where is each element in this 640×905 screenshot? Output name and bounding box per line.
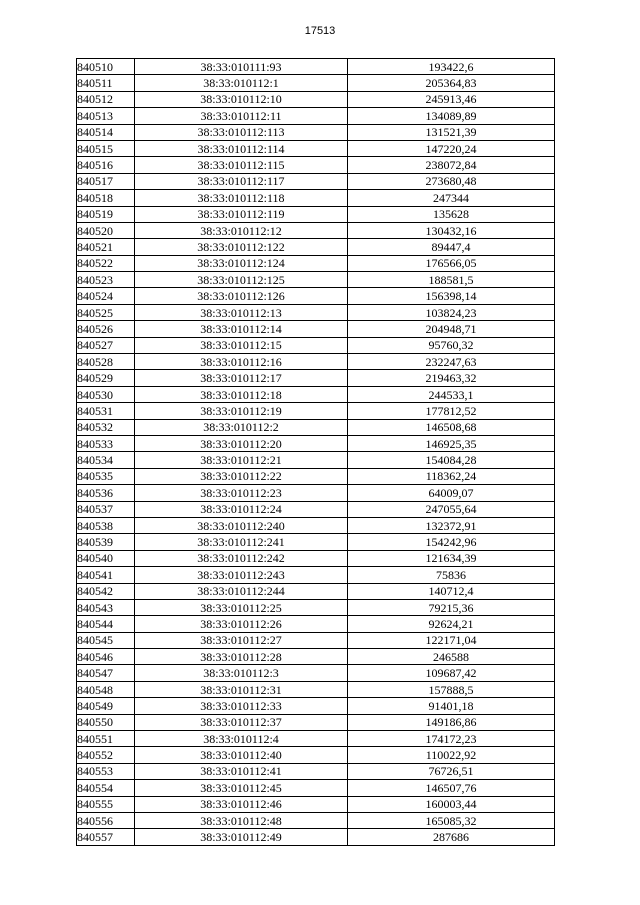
- table-row: [77, 173, 555, 189]
- cadastral-value-cell: 95760,32: [348, 337, 555, 353]
- cadastral-value-cell: 160003,44: [348, 796, 555, 812]
- cadastral-number-cell: 38:33:010112:113: [135, 124, 348, 140]
- cadastral-value-cell: 146925,35: [348, 435, 555, 451]
- page-number: 17513: [304, 25, 336, 37]
- cadastral-number-cell: 38:33:010112:3: [135, 665, 348, 681]
- row-number-cell: 840524: [77, 288, 135, 304]
- row-number-cell: 840521: [77, 239, 135, 255]
- cadastral-value-cell: 146507,76: [348, 780, 555, 796]
- cadastral-number-cell: 38:33:010112:28: [135, 649, 348, 665]
- cadastral-value-cell: 131521,39: [348, 124, 555, 140]
- table-row: [77, 468, 555, 484]
- table-row: [77, 140, 555, 156]
- row-number-cell: 840551: [77, 731, 135, 747]
- cadastral-number-cell: 38:33:010112:25: [135, 599, 348, 615]
- cadastral-value-cell: 273680,48: [348, 173, 555, 189]
- table-row: [77, 124, 555, 140]
- table-row: [77, 665, 555, 681]
- row-number-cell: 840546: [77, 649, 135, 665]
- row-number-cell: 840550: [77, 714, 135, 730]
- cadastral-value-cell: 204948,71: [348, 321, 555, 337]
- cadastral-number-cell: 38:33:010112:45: [135, 780, 348, 796]
- cadastral-number-cell: 38:33:010112:4: [135, 731, 348, 747]
- cadastral-number-cell: 38:33:010112:114: [135, 140, 348, 156]
- row-number-cell: 840511: [77, 75, 135, 91]
- row-number-cell: 840554: [77, 780, 135, 796]
- table-row: [77, 75, 555, 91]
- table-row: [77, 567, 555, 583]
- row-number-cell: 840520: [77, 222, 135, 238]
- table-row: [77, 239, 555, 255]
- table-row: [77, 763, 555, 779]
- cadastral-value-cell: 89447,4: [348, 239, 555, 255]
- table-row: [77, 272, 555, 288]
- cadastral-value-cell: 176566,05: [348, 255, 555, 271]
- cadastral-value-cell: 130432,16: [348, 222, 555, 238]
- cadastral-number-cell: 38:33:010112:15: [135, 337, 348, 353]
- cadastral-value-cell: 177812,52: [348, 403, 555, 419]
- table-row: [77, 714, 555, 730]
- row-number-cell: 840536: [77, 485, 135, 501]
- row-number-cell: 840544: [77, 616, 135, 632]
- cadastral-number-cell: 38:33:010112:126: [135, 288, 348, 304]
- cadastral-number-cell: 38:33:010112:18: [135, 386, 348, 402]
- row-number-cell: 840547: [77, 665, 135, 681]
- cadastral-number-cell: 38:33:010112:48: [135, 812, 348, 828]
- row-number-cell: 840530: [77, 386, 135, 402]
- cadastral-value-cell: 188581,5: [348, 272, 555, 288]
- cadastral-number-cell: 38:33:010112:124: [135, 255, 348, 271]
- table-row: [77, 370, 555, 386]
- row-number-cell: 840526: [77, 321, 135, 337]
- row-number-cell: 840552: [77, 747, 135, 763]
- table-row: [77, 419, 555, 435]
- row-number-cell: 840518: [77, 190, 135, 206]
- row-number-cell: 840541: [77, 567, 135, 583]
- row-number-cell: 840555: [77, 796, 135, 812]
- table-row: [77, 616, 555, 632]
- table-row: [77, 534, 555, 550]
- cadastral-number-cell: 38:33:010112:33: [135, 698, 348, 714]
- cadastral-value-cell: 135628: [348, 206, 555, 222]
- row-number-cell: 840512: [77, 91, 135, 107]
- cadastral-value-cell: 245913,46: [348, 91, 555, 107]
- cadastral-number-cell: 38:33:010112:16: [135, 354, 348, 370]
- row-number-cell: 840557: [77, 829, 135, 845]
- cadastral-value-cell: 121634,39: [348, 550, 555, 566]
- table-body: [77, 59, 555, 846]
- cadastral-number-cell: 38:33:010112:20: [135, 435, 348, 451]
- cadastral-number-cell: 38:33:010112:119: [135, 206, 348, 222]
- cadastral-number-cell: 38:33:010112:31: [135, 681, 348, 697]
- cadastral-number-cell: 38:33:010112:242: [135, 550, 348, 566]
- cadastral-number-cell: 38:33:010112:11: [135, 108, 348, 124]
- cadastral-value-cell: 193422,6: [348, 59, 555, 75]
- cadastral-value-cell: 232247,63: [348, 354, 555, 370]
- cadastral-value-cell: 92624,21: [348, 616, 555, 632]
- row-number-cell: 840522: [77, 255, 135, 271]
- table-row: [77, 321, 555, 337]
- cadastral-value-cell: 157888,5: [348, 681, 555, 697]
- table-row: [77, 681, 555, 697]
- cadastral-number-cell: 38:33:010112:118: [135, 190, 348, 206]
- cadastral-value-cell: 244533,1: [348, 386, 555, 402]
- row-number-cell: 840528: [77, 354, 135, 370]
- cadastral-value-cell: 140712,4: [348, 583, 555, 599]
- cadastral-value-cell: 109687,42: [348, 665, 555, 681]
- table-row: [77, 583, 555, 599]
- table-row: [77, 435, 555, 451]
- cadastral-value-cell: 147220,24: [348, 140, 555, 156]
- row-number-cell: 840519: [77, 206, 135, 222]
- cadastral-value-cell: 154084,28: [348, 452, 555, 468]
- row-number-cell: 840539: [77, 534, 135, 550]
- row-number-cell: 840529: [77, 370, 135, 386]
- row-number-cell: 840515: [77, 140, 135, 156]
- cadastral-value-cell: 79215,36: [348, 599, 555, 615]
- row-number-cell: 840523: [77, 272, 135, 288]
- row-number-cell: 840548: [77, 681, 135, 697]
- row-number-cell: 840516: [77, 157, 135, 173]
- table-row: [77, 288, 555, 304]
- table-row: [77, 812, 555, 828]
- cadastral-value-cell: 154242,96: [348, 534, 555, 550]
- row-number-cell: 840531: [77, 403, 135, 419]
- table-row: [77, 501, 555, 517]
- cadastral-value-cell: 64009,07: [348, 485, 555, 501]
- table-row: [77, 255, 555, 271]
- row-number-cell: 840525: [77, 304, 135, 320]
- row-number-cell: 840527: [77, 337, 135, 353]
- cadastral-value-cell: 132372,91: [348, 517, 555, 533]
- cadastral-number-cell: 38:33:010112:10: [135, 91, 348, 107]
- table-row: [77, 452, 555, 468]
- row-number-cell: 840533: [77, 435, 135, 451]
- row-number-cell: 840556: [77, 812, 135, 828]
- cadastral-value-cell: 205364,83: [348, 75, 555, 91]
- cadastral-number-cell: 38:33:010112:19: [135, 403, 348, 419]
- cadastral-number-cell: 38:33:010112:12: [135, 222, 348, 238]
- table-row: [77, 796, 555, 812]
- table-row: [77, 632, 555, 648]
- table-row: [77, 780, 555, 796]
- cadastral-number-cell: 38:33:010112:2: [135, 419, 348, 435]
- cadastral-number-cell: 38:33:010112:243: [135, 567, 348, 583]
- cadastral-value-cell: 246588: [348, 649, 555, 665]
- cadastral-number-cell: 38:33:010112:125: [135, 272, 348, 288]
- table-row: [77, 698, 555, 714]
- row-number-cell: 840513: [77, 108, 135, 124]
- cadastral-number-cell: 38:33:010112:240: [135, 517, 348, 533]
- cadastral-number-cell: 38:33:010112:241: [135, 534, 348, 550]
- cadastral-number-cell: 38:33:010112:27: [135, 632, 348, 648]
- table-row: [77, 108, 555, 124]
- cadastral-number-cell: 38:33:010112:21: [135, 452, 348, 468]
- cadastral-number-cell: 38:33:010112:49: [135, 829, 348, 845]
- cadastral-number-cell: 38:33:010112:117: [135, 173, 348, 189]
- cadastral-number-cell: 38:33:010112:22: [135, 468, 348, 484]
- row-number-cell: 840532: [77, 419, 135, 435]
- cadastral-number-cell: 38:33:010112:23: [135, 485, 348, 501]
- table-row: [77, 206, 555, 222]
- table-row: [77, 222, 555, 238]
- cadastral-value-cell: 247344: [348, 190, 555, 206]
- cadastral-number-cell: 38:33:010112:244: [135, 583, 348, 599]
- cadastral-number-cell: 38:33:010112:46: [135, 796, 348, 812]
- table-row: [77, 731, 555, 747]
- row-number-cell: 840510: [77, 59, 135, 75]
- row-number-cell: 840553: [77, 763, 135, 779]
- table-row: [77, 337, 555, 353]
- cadastral-value-cell: 91401,18: [348, 698, 555, 714]
- cadastral-number-cell: 38:33:010112:41: [135, 763, 348, 779]
- cadastral-value-cell: 146508,68: [348, 419, 555, 435]
- table-row: [77, 485, 555, 501]
- cadastral-value-cell: 165085,32: [348, 812, 555, 828]
- cadastral-number-cell: 38:33:010112:13: [135, 304, 348, 320]
- cadastral-value-cell: 247055,64: [348, 501, 555, 517]
- row-number-cell: 840545: [77, 632, 135, 648]
- cadastral-number-cell: 38:33:010111:93: [135, 59, 348, 75]
- cadastral-value-cell: 238072,84: [348, 157, 555, 173]
- cadastral-number-cell: 38:33:010112:37: [135, 714, 348, 730]
- cadastral-value-cell: 219463,32: [348, 370, 555, 386]
- cadastral-value-cell: 174172,23: [348, 731, 555, 747]
- table-row: [77, 829, 555, 845]
- table-row: [77, 354, 555, 370]
- cadastral-number-cell: 38:33:010112:1: [135, 75, 348, 91]
- cadastral-value-cell: 76726,51: [348, 763, 555, 779]
- table-row: [77, 157, 555, 173]
- row-number-cell: 840549: [77, 698, 135, 714]
- table-row: [77, 517, 555, 533]
- cadastral-number-cell: 38:33:010112:24: [135, 501, 348, 517]
- cadastral-value-cell: 122171,04: [348, 632, 555, 648]
- table-row: [77, 649, 555, 665]
- row-number-cell: 840514: [77, 124, 135, 140]
- cadastral-value-cell: 75836: [348, 567, 555, 583]
- cadastral-number-cell: 38:33:010112:14: [135, 321, 348, 337]
- cadastral-number-cell: 38:33:010112:115: [135, 157, 348, 173]
- row-number-cell: 840538: [77, 517, 135, 533]
- cadastral-value-cell: 134089,89: [348, 108, 555, 124]
- cadastral-value-cell: 156398,14: [348, 288, 555, 304]
- table-row: [77, 190, 555, 206]
- table-row: [77, 91, 555, 107]
- row-number-cell: 840543: [77, 599, 135, 615]
- row-number-cell: 840542: [77, 583, 135, 599]
- cadastral-number-cell: 38:33:010112:26: [135, 616, 348, 632]
- table-row: [77, 550, 555, 566]
- cadastral-number-cell: 38:33:010112:122: [135, 239, 348, 255]
- cadastral-value-cell: 149186,86: [348, 714, 555, 730]
- table-row: [77, 403, 555, 419]
- table-row: [77, 747, 555, 763]
- row-number-cell: 840537: [77, 501, 135, 517]
- cadastral-value-cell: 287686: [348, 829, 555, 845]
- cadastral-value-cell: 110022,92: [348, 747, 555, 763]
- table-row: [77, 304, 555, 320]
- table-row: [77, 599, 555, 615]
- cadastral-value-cell: 103824,23: [348, 304, 555, 320]
- row-number-cell: 840534: [77, 452, 135, 468]
- row-number-cell: 840517: [77, 173, 135, 189]
- cadastral-number-cell: 38:33:010112:40: [135, 747, 348, 763]
- cadastral-value-table: [76, 58, 555, 846]
- row-number-cell: 840535: [77, 468, 135, 484]
- table-row: [77, 59, 555, 75]
- cadastral-value-cell: 118362,24: [348, 468, 555, 484]
- row-number-cell: 840540: [77, 550, 135, 566]
- cadastral-number-cell: 38:33:010112:17: [135, 370, 348, 386]
- table-row: [77, 386, 555, 402]
